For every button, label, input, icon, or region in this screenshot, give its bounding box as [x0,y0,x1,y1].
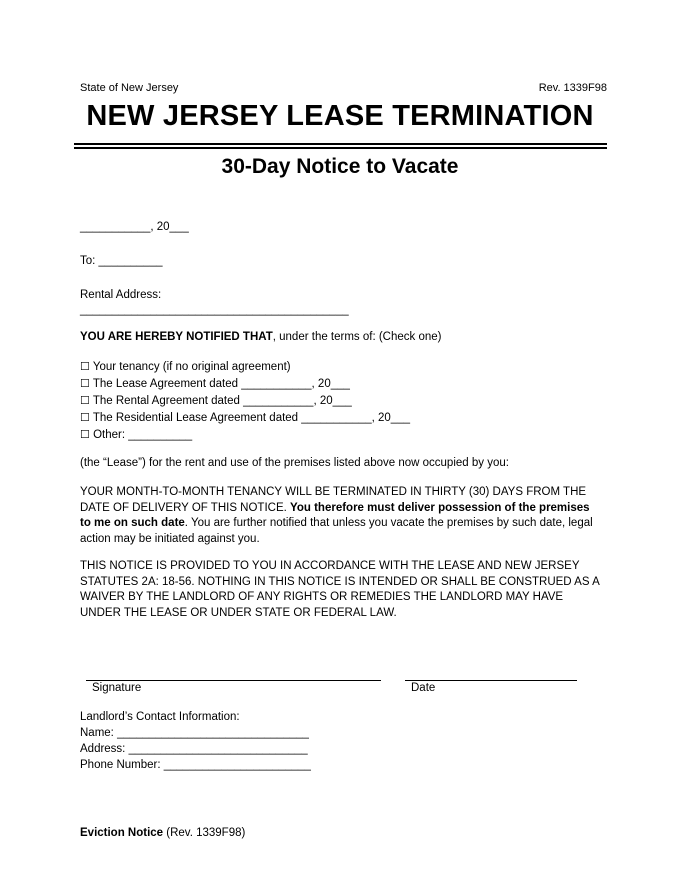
footer [80,827,245,839]
option-label: Other: __________ [89,429,193,441]
checkbox-icon[interactable]: ☐ [80,412,90,424]
notified-rest: , under the terms of: (Check one) [272,331,442,343]
termination-paragraph [80,485,600,547]
footer-revision: (Rev. 1339F98) [163,827,246,839]
landlord-contact-heading: Landlord’s Contact Information: [80,711,240,723]
checkbox-icon[interactable]: ☐ [80,378,90,390]
option-other [80,428,192,441]
option-label: The Lease Agreement dated ___________, 20___ [89,378,350,390]
termination-text: YOUR MONTH-TO-MONTH TENANCY WILL BE TERMINATED IN THIRTY (30) DAYS FROM THE DATE OF DELIVERY OF THIS NOTICE. [80,486,587,514]
date-label: Date [411,682,436,694]
checkbox-icon[interactable]: ☐ [80,361,90,373]
page-title: NEW JERSEY LEASE TERMINATION [86,100,594,132]
landlord-phone-field: Phone Number: _______________________ [80,759,311,771]
termination-text-end: . You are further notified that unless you vacate the premises by such date, legal action may be initiated against you. [80,517,593,545]
checkbox-icon[interactable]: ☐ [80,429,90,441]
rental-address-label: Rental Address: [80,289,162,301]
option-tenancy [80,360,291,373]
signature-label: Signature [92,682,142,694]
title-rule-bottom [74,147,607,149]
option-rental-agreement [80,394,352,407]
option-lease-agreement [80,377,350,390]
revision-label: Rev. 1339F98 [538,82,607,94]
footer-title: Eviction Notice [80,827,164,839]
landlord-address-field: Address: ____________________________ [80,743,308,755]
statute-paragraph: THIS NOTICE IS PROVIDED TO YOU IN ACCORDANCE WITH THE LEASE AND NEW JERSEY STATUTES 2A: 18-56. NOTHING IN THIS NOTICE IS INTENDED OR SHALL BE CONSTRUED AS A WAIVER BY THE LANDLORD OF ANY RIGHTS OR REMEDIES THE LANDLORD MAY HAVE UNDER THE LEASE OR UNDER STATE OR FEDERAL LAW. [80,560,600,619]
notified-line [80,331,442,343]
title-rule-top [74,143,607,145]
to-line: To: __________ [80,255,163,267]
option-label: The Rental Agreement dated ___________, 20___ [89,395,352,407]
notified-bold: YOU ARE HEREBY NOTIFIED THAT [80,331,273,343]
signature-line[interactable] [86,680,381,681]
date-signature-line[interactable] [405,680,577,681]
lease-line: (the “Lease”) for the rent and use of the premises listed above now occupied by you: [80,457,509,469]
landlord-name-field: Name: ______________________________ [80,727,309,739]
option-label: The Residential Lease Agreement dated ___________, 20___ [89,412,410,424]
termination-bold-text: You therefore must deliver possession of the premises to me on such date [80,501,590,529]
state-label: State of New Jersey [80,82,179,94]
page-subtitle: 30-Day Notice to Vacate [221,155,459,178]
option-residential-lease [80,411,410,424]
checkbox-icon[interactable]: ☐ [80,395,90,407]
date-line: ___________, 20___ [80,221,189,233]
option-label: Your tenancy (if no original agreement) [89,361,291,373]
rental-address-blank: __________________________________________ [80,304,349,316]
